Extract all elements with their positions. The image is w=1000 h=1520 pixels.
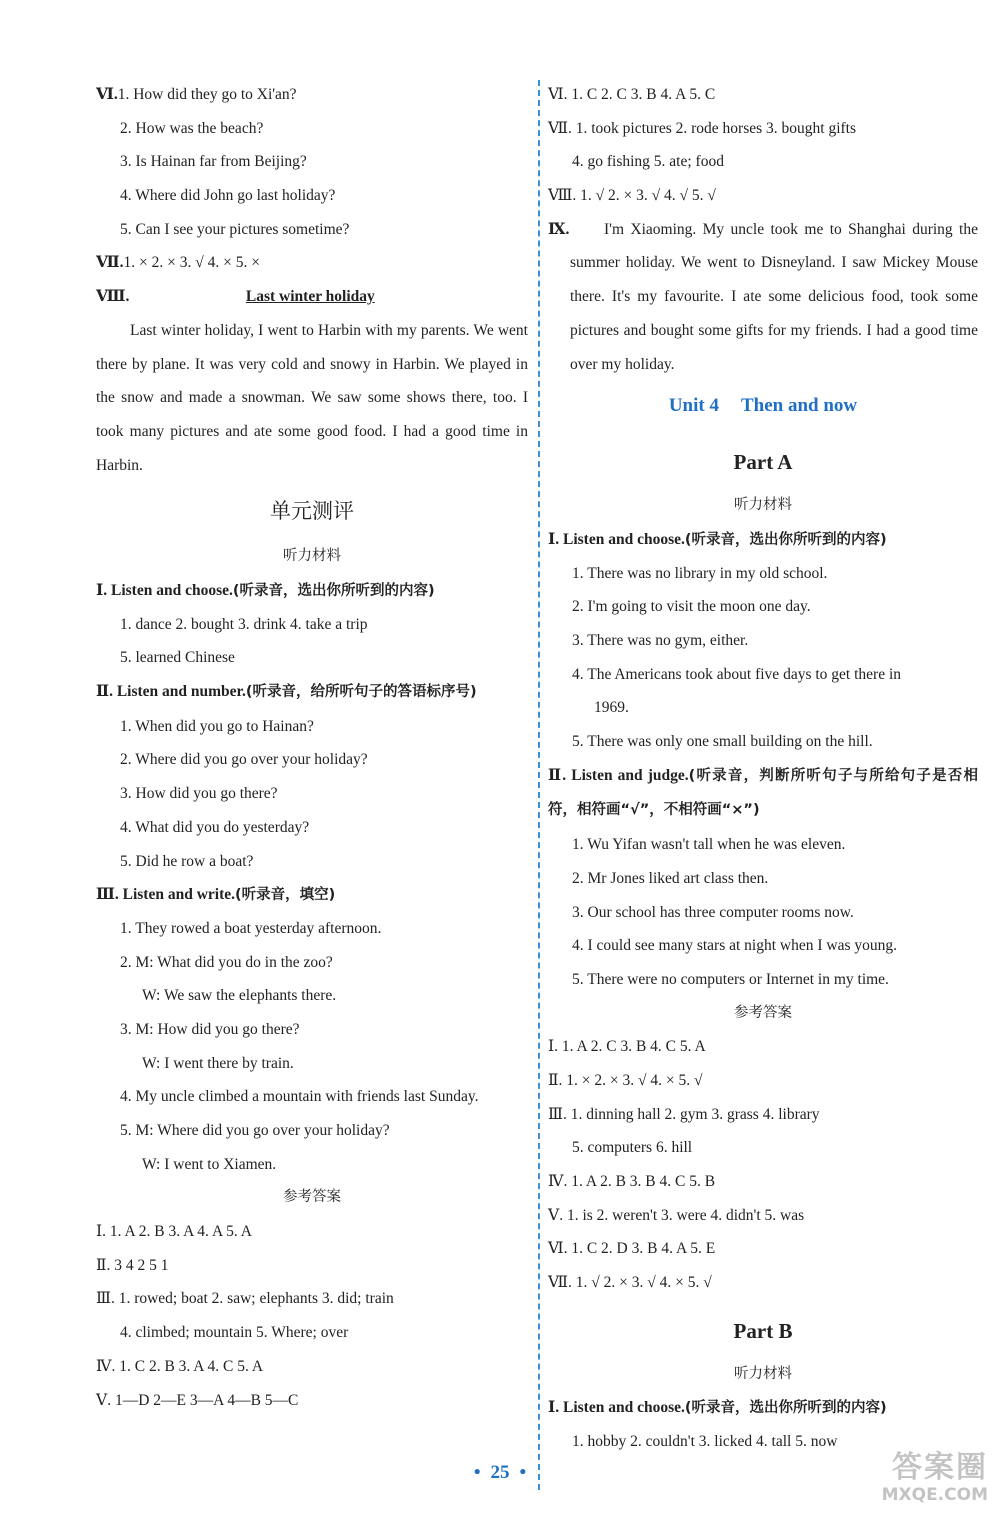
listening-heading: 听力材料 [283, 548, 341, 565]
ut-s3-line-7: 5. M: Where did you go over your holiday? [120, 1122, 390, 1140]
q8-title-row: Ⅷ. Last winter holiday [96, 288, 375, 306]
page-number: • 25 • [473, 1462, 527, 1483]
pa-s1-line-1: 1. There was no library in my old school. [572, 564, 828, 582]
q6-line-1: Ⅵ.1. How did they go to Xi'an? [96, 86, 297, 103]
ut-s2-line-3: 3. How did you go there? [120, 785, 278, 803]
pa-s1-line-6: 5. There was only one small building on the hill. [572, 733, 873, 751]
ut-s3-line-5: W: I went there by train. [142, 1054, 294, 1072]
watermark-text-top: 答案圈 [892, 1450, 988, 1485]
pa-s1-line-2: 2. I'm going to visit the moon one day. [572, 598, 811, 616]
ut-answer-3: Ⅲ. 1. rowed; boat 2. saw; elephants 3. did; train [96, 1290, 394, 1308]
pb-s1-line-1: 1. hobby 2. couldn't 3. licked 4. tall 5. now [572, 1433, 838, 1451]
q9-row [548, 213, 978, 382]
part-b-listening-heading: 听力材料 [734, 1365, 792, 1382]
pa-answer-8: Ⅶ. 1. √ 2. × 3. √ 4. × 5. √ [548, 1274, 712, 1292]
q7-answers: Ⅶ.1. × 2. × 3. √ 4. × 5. × [96, 254, 260, 272]
ut-s3-line-3: W: We saw the elephants there. [142, 987, 337, 1005]
pa-answer-7: Ⅵ. 1. C 2. D 3. B 4. A 5. E [548, 1240, 716, 1258]
ut-s1-line-1: 1. dance 2. bought 3. drink 4. take a trip [120, 615, 368, 633]
q6-line-2: 2. How was the beach? [120, 119, 264, 137]
pb-s1-header: Ⅰ. Listen and choose.(听录音，选出你所听到的内容) [548, 1399, 887, 1417]
pa-answer-5: Ⅳ. 1. A 2. B 3. B 4. C 5. B [548, 1173, 716, 1191]
pa-s1-header: Ⅰ. Listen and choose.(听录音，选出你所听到的内容) [548, 530, 887, 548]
pa-s2-line-1: 1. Wu Yifan wasn't tall when he was eleven. [572, 836, 846, 854]
part-a-answers-heading: 参考答案 [734, 1004, 792, 1021]
left-column [96, 78, 528, 1417]
q6-line-4: 4. Where did John go last holiday? [120, 187, 336, 205]
unit-title: Unit 4 Then and now [668, 395, 858, 417]
q6-label: Ⅵ. [96, 86, 118, 103]
q6-line-5: 5. Can I see your pictures sometime? [120, 220, 350, 238]
watermark-text-bottom: MXQE.COM [881, 1485, 988, 1505]
ut-answer-5: Ⅳ. 1. C 2. B 3. A 4. C 5. A [96, 1357, 264, 1375]
pa-answer-3: Ⅲ. 1. dinning hall 2. gym 3. grass 4. library [548, 1105, 820, 1123]
pa-s2-line-2: 2. Mr Jones liked art class then. [572, 869, 769, 887]
right-column [548, 78, 978, 1459]
pa-s2-line-5: 5. There were no computers or Internet in my time. [572, 970, 889, 988]
q8-essay: Last winter holiday, I went to Harbin with my parents. We went there by plane. It was very cold and snowy in Harbin. We played in the snow and made a snowman. We saw some shows there, too. I took many pictures and ate some good food. I had a good time in Harbin. [96, 321, 528, 474]
unit-test-title: 单元测评 [270, 499, 354, 524]
pa-answer-2: Ⅱ. 1. × 2. × 3. √ 4. × 5. √ [548, 1071, 703, 1089]
q9-essay: I'm Xiaoming. My uncle took me to Shanghai during the summer holiday. We went to Disneyland. I saw Mickey Mouse there. It's my favourite. I ate some delicious food, took some pictures and bought some gifts for my friends. I had a good time over my holiday. [570, 220, 978, 373]
column-divider [538, 80, 540, 1490]
pa-answer-6: Ⅴ. 1. is 2. weren't 3. were 4. didn't 5. was [548, 1206, 805, 1224]
pa-answer-1: Ⅰ. 1. A 2. C 3. B 4. C 5. A [548, 1038, 706, 1056]
ut-s2-line-5: 5. Did he row a boat? [120, 852, 254, 870]
ut-answer-2: Ⅱ. 3 4 2 5 1 [96, 1256, 169, 1274]
pa-s2-line-3: 3. Our school has three computer rooms now. [572, 903, 854, 921]
ut-s2-line-2: 2. Where did you go over your holiday? [120, 751, 368, 769]
ut-s3-header: Ⅲ. Listen and write.(听录音，填空) [96, 886, 336, 904]
part-a-title: Part A [733, 450, 793, 475]
ut-s3-line-8: W: I went to Xiamen. [142, 1155, 277, 1173]
q9-label: Ⅸ. [548, 220, 570, 238]
ut-s2-line-1: 1. When did you go to Hainan? [120, 717, 314, 735]
pa-s2-header: Ⅱ. Listen and judge.(听录音，判断所听句子与所给句子是否相符，相符画“√”，不相符画“×”) [548, 766, 978, 819]
pa-s1-line-5: 1969. [594, 699, 629, 717]
ut-s3-line-1: 1. They rowed a boat yesterday afternoon. [120, 919, 382, 937]
page-dot-left: • [473, 1462, 481, 1483]
ut-s3-line-4: 3. M: How did you go there? [120, 1020, 300, 1038]
ut-answer-4: 4. climbed; mountain 5. Where; over [120, 1324, 349, 1342]
r-answer-2: Ⅶ. 1. took pictures 2. rode horses 3. bought gifts [548, 119, 857, 137]
watermark-logo [818, 1452, 988, 1510]
r-answer-3: 4. go fishing 5. ate; food [572, 153, 724, 171]
pa-s1-line-3: 3. There was no gym, either. [572, 632, 749, 650]
ut-s1-header: Ⅰ. Listen and choose.(听录音，选出你所听到的内容) [96, 582, 435, 600]
pa-s2-line-4: 4. I could see many stars at night when I was young. [572, 937, 898, 955]
ut-s1-line-2: 5. learned Chinese [120, 649, 235, 667]
answers-heading: 参考答案 [283, 1189, 341, 1206]
ut-s2-header: Ⅱ. Listen and number.(听录音，给所听句子的答语标序号) [96, 683, 477, 701]
essay-title: Last winter holiday [245, 288, 375, 306]
ut-answer-6: Ⅴ. 1—D 2—E 3—A 4—B 5—C [96, 1391, 299, 1409]
pa-s1-line-4: 4. The Americans took about five days to get there in [572, 665, 902, 683]
page-dot-right: • [519, 1462, 527, 1483]
r-answer-1: Ⅵ. 1. C 2. C 3. B 4. A 5. C [548, 86, 716, 103]
ut-s2-line-4: 4. What did you do yesterday? [120, 818, 310, 836]
ut-s3-line-6: 4. My uncle climbed a mountain with friends last Sunday. [120, 1088, 479, 1106]
q6-line-3: 3. Is Hainan far from Beijing? [120, 153, 307, 171]
part-a-listening-heading: 听力材料 [734, 497, 792, 514]
pa-answer-4: 5. computers 6. hill [572, 1139, 693, 1157]
r-answer-4: Ⅷ. 1. √ 2. × 3. √ 4. √ 5. √ [548, 187, 716, 205]
ut-answer-1: Ⅰ. 1. A 2. B 3. A 4. A 5. A [96, 1223, 252, 1241]
part-b-title: Part B [733, 1318, 793, 1343]
ut-s3-line-2: 2. M: What did you do in the zoo? [120, 953, 333, 971]
